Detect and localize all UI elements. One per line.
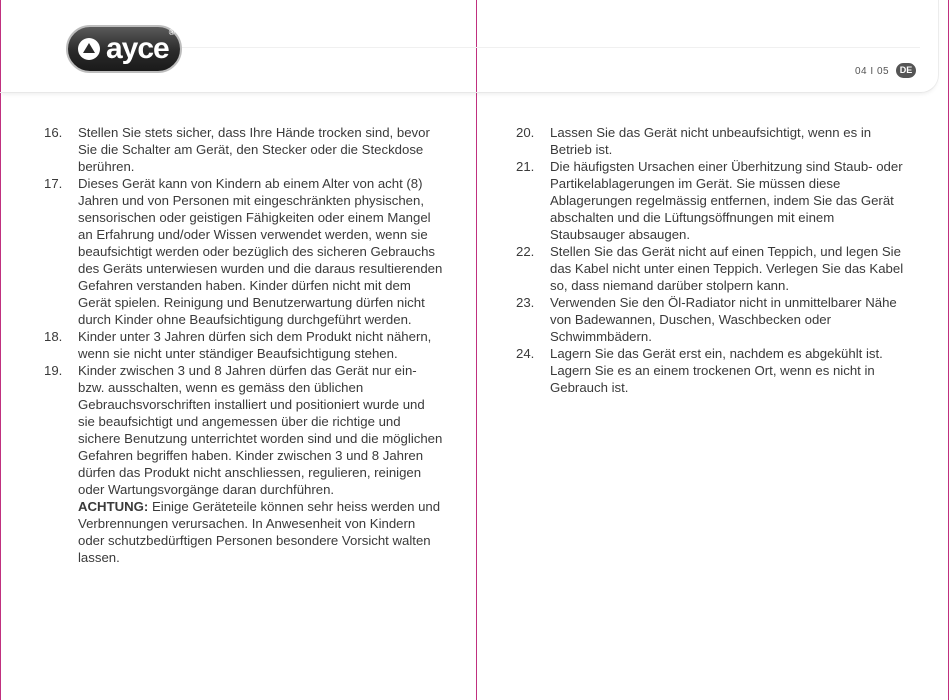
item-text: Verwenden Sie den Öl-Radiator nicht in unmittelbarer Nähe von Badewannen, Duschen, Waschbecken oder Schwimmbädern.: [550, 295, 897, 344]
item-number: 19.: [44, 363, 63, 378]
item-text: Kinder unter 3 Jahren dürfen sich dem Produkt nicht nähern, wenn sie nicht unter ständiger Beaufsichtigung stehen.: [78, 329, 432, 361]
warning-text: Einige Geräteteile können sehr heiss werden und Verbrennungen verursachen. In Anwesenheit von Kindern oder schutzbedürftigen Personen besondere Vorsicht walten lassen.: [78, 499, 441, 565]
item-text: Kinder zwischen 3 und 8 Jahren dürfen das Gerät nur ein- bzw. ausschalten, wenn es gemäss den üblichen Gebrauchsvorschriften installiert und positioniert wurde und sie beaufsichtigt und angemessen über die richtige und sichere Benutzung unterrichtet worden sind und die möglichen Gefahren begriffen haben. Kinder zwischen 3 und 8 Jahren dürfen das Produkt nicht anschliessen, regulieren, reinigen oder Wartungsvorgänge daran durchführen.: [78, 363, 443, 497]
item-number: 21.: [516, 159, 535, 174]
ayce-logo-icon: [78, 38, 100, 60]
ayce-logo: [66, 25, 182, 73]
language-badge: DE: [896, 63, 916, 78]
item-text: Stellen Sie das Gerät nicht auf einen Teppich, und legen Sie das Kabel nicht unter einen Teppich. Verlegen Sie das Kabel so, dass niemand darüber stolpern kann.: [550, 244, 904, 293]
item-number: 24.: [516, 346, 535, 361]
item-text: Lagern Sie das Gerät erst ein, nachdem es abgekühlt ist. Lagern Sie es an einem trockenen Ort, wenn es nicht in Gebrauch ist.: [550, 346, 883, 395]
left-page-edge: [0, 0, 1, 700]
center-fold-line: [476, 0, 477, 700]
left-column: [44, 124, 444, 566]
logo-text: ayce®: [106, 28, 174, 65]
item-number: 18.: [44, 329, 63, 344]
list-item: [516, 124, 911, 158]
list-item: [44, 124, 444, 175]
list-item: [516, 243, 911, 294]
right-page-edge: [948, 0, 949, 700]
item-text: Stellen Sie stets sicher, dass Ihre Hände trocken sind, bevor Sie die Schalter am Gerät, den Stecker oder die Steckdose berühren.: [78, 125, 430, 174]
item-number: 17.: [44, 176, 63, 191]
header-divider: [180, 47, 920, 48]
item-number: 20.: [516, 125, 535, 140]
list-item: [44, 175, 444, 328]
list-item: [516, 158, 911, 243]
item-text: Dieses Gerät kann von Kindern ab einem Alter von acht (8) Jahren und von Personen mit eingeschränkten physischen, sensorischen oder geistigen Fähigkeiten oder einem Mangel an Erfahrung und/oder Wissen verwendet werden, wenn sie beaufsichtigt werden oder bezüglich des sicheren Gebrauchs des Geräts unterwiesen wurden und die daraus resultierenden Gefahren verstanden haben. Kinder dürfen nicht mit dem Gerät spielen. Reinigung und Benutzerwartung dürfen nicht durch Kinder ohne Beaufsichtigung durchgeführt werden.: [78, 176, 443, 327]
warning-note: [44, 498, 444, 566]
item-number: 22.: [516, 244, 535, 259]
right-column: [516, 124, 911, 396]
warning-label: ACHTUNG:: [78, 499, 149, 514]
item-number: 16.: [44, 125, 63, 140]
page-number: 04 I 05: [855, 66, 890, 77]
item-text: Lassen Sie das Gerät nicht unbeaufsichtigt, wenn es in Betrieb ist.: [550, 125, 872, 157]
list-item: [516, 294, 911, 345]
list-item: [44, 328, 444, 362]
list-item: [516, 345, 911, 396]
item-text: Die häufigsten Ursachen einer Überhitzung sind Staub- oder Partikelablagerungen im Gerät. Sie müssen diese Ablagerungen regelmässig entfernen, indem Sie das Gerät abschalten und die Lüftungsöffnungen mit einem Staubsauger absaugen.: [550, 159, 903, 242]
item-number: 23.: [516, 295, 535, 310]
list-item: [44, 362, 444, 498]
